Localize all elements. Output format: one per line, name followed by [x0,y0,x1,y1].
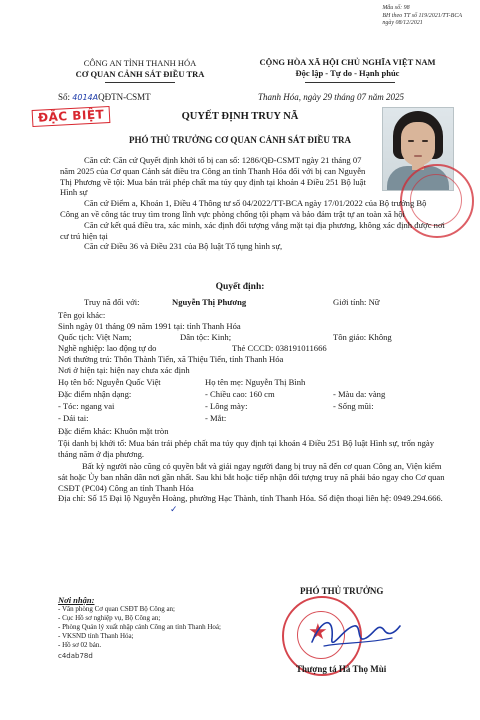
document-number: Số: 4014AQĐTN-CSMT [58,92,151,102]
wanted-label: Truy nã đối với: [84,297,140,307]
height: - Chiều cao: 160 cm [205,389,275,399]
document-subtitle: PHÓ THỦ TRƯỞNG CƠ QUAN CẢNH SÁT ĐIỀU TRA [128,135,352,145]
document-title: QUYẾT ĐỊNH TRUY NÃ [181,111,299,122]
motto: Độc lập - Tự do - Hạnh phúc [295,68,400,78]
basis-paragraph: Căn cứ Điều 36 và Điều 231 của Bộ luật Tố tụng hình sự, [84,241,283,252]
nation-name: CỘNG HÒA XÃ HỘI CHỦ NGHĨA VIỆT NAM [259,57,436,67]
wanted-name: Nguyễn Thị Phương [172,297,247,307]
contact-paragraph: Địa chỉ: Số 15 Đại lộ Nguyễn Hoàng, phường Hạc Thành, tỉnh Thanh Hóa. Số điện thoại liên hệ: 0949.294.666. [58,493,443,504]
recipients-heading: Nơi nhận: [58,595,95,605]
basis-paragraph: Căn cứ: Căn cứ Quyết định khởi tố bị can số: 1286/QĐ-CSMT ngày 21 tháng 07 năm 2025 của Cơ quan Cảnh sát điều tra Công an tỉnh Thanh Hóa đối với bị can Nguyễn Thị Phương về tội: Mua bán trái phép chất ma túy quy định tại khoản 4 Điều 251 Bộ luật Hình sự [60,155,366,198]
ethnicity: Dân tộc: Kinh; [180,332,232,342]
hair: - Tóc: ngang vai [58,401,115,411]
recipient-item: - Cục Hồ sơ nghiệp vụ, Bộ Công an; [58,614,161,622]
id-card: Thẻ CCCD: 038191011666 [232,343,327,353]
other-features: Đặc điểm khác: Khuôn mặt tròn [58,426,169,436]
special-stamp: ĐẶC BIỆT [32,106,111,127]
nationality: Quốc tịch: Việt Nam; [58,332,132,342]
form-ref-line: ngày 08/12/2021 [382,20,423,26]
nose: - Sống mũi: [333,401,374,411]
org-line-1: CÔNG AN TỈNH THANH HÓA [83,58,197,68]
features-label: Đặc điểm nhận dạng: [58,389,132,399]
father-name: Họ tên bố: Nguyễn Quốc Việt [58,377,161,387]
mother-name: Họ tên mẹ: Nguyễn Thị Bình [205,377,306,387]
skin-color: - Màu da: vàng [333,389,386,399]
issuing-organization [44,58,236,80]
gender: Giới tính: Nữ [333,297,380,307]
occupation: Nghề nghiệp: lao động tự do [58,343,157,353]
basis-paragraph: Căn cứ Điểm a, Khoản 1, Điều 4 Thông tư số 04/2022/TT-BCA ngày 17/01/2022 của Bộ trưởng Bộ Công an về công tác truy tìm trong lĩnh vực phòng chống tội phạm và bảo đảm trật tự an toàn xã hội [60,198,427,219]
religion: Tôn giáo: Không [333,332,392,342]
recipient-item: - Phòng Quản lý xuất nhập cảnh Công an tỉnh Thanh Hoá; [58,623,221,631]
org-underline [105,82,175,83]
recipient-item: - Hồ sơ 02 bản. [58,641,102,649]
permanent-address: Nơi thường trú: Thôn Thành Tiến, xã Thiệu Tiến, tỉnh Thanh Hóa [58,354,284,364]
motto-underline [305,82,395,83]
signer-name: Thượng tá Hà Thọ Mùi [296,664,387,674]
appeal [58,461,450,504]
charge: Tội danh bị khởi tố: Mua bán trái phép chất ma túy quy định tại khoản 4 Điều 251 Bộ luật Hình sự, trốn ngày tháng năm ở địa phương. [58,438,435,459]
form-ref-line: Mẫu số: 98 [382,5,410,11]
recipient-item: - Văn phòng Cơ quan CSĐT Bộ Công an; [58,605,176,613]
eyes: - Mắt: [205,413,227,423]
current-address: Nơi ở hiện tại: hiện nay chưa xác định [58,365,190,375]
other-name: Tên gọi khác: [58,310,106,320]
recipients [58,596,221,650]
recipient-item: - VKSND tỉnh Thanh Hóa; [58,632,134,640]
handwritten-number: 4014A [72,93,99,102]
document-code: c4dab78d [58,652,93,660]
ear: - Dái tai: [58,413,89,423]
national-motto [235,57,460,79]
birth-info: Sinh ngày 01 tháng 09 năm 1991 tại: tỉnh Thanh Hóa [58,321,241,331]
legal-basis [60,155,445,252]
official-seal-icon: ★ [282,596,362,676]
appeal-paragraph: Bất kỳ người nào cũng có quyền bắt và giải ngay người đang bị truy nã đến cơ quan Công an, Viện kiểm sát hoặc Ủy ban nhân dân nơi gần nhất. Sau khi bắt hoặc tiếp nhận đối tượng truy nã phải báo ngay cho Cơ quan CSĐT (PC04) Công an tỉnh Thanh Hóa [58,461,445,493]
signer-title: PHÓ THỦ TRƯỞNG [300,586,384,596]
basis-paragraph: Căn cứ kết quả điều tra, xác minh, xác định đối tượng vắng mặt tại địa phương, không xác định được nơi cư trú hiện tại [60,219,445,241]
handwritten-mark-icon: ✓ [170,505,178,515]
issue-date: Thanh Hóa, ngày 29 tháng 07 năm 2025 [258,92,404,102]
org-line-2: CƠ QUAN CẢNH SÁT ĐIỀU TRA [75,69,205,79]
form-reference [382,5,462,28]
eyebrow: - Lông mày: [205,401,248,411]
signature-icon [304,608,404,658]
form-ref-line: BH theo TT số 119/2021/TT-BCA [382,12,462,19]
decision-heading: Quyết định: [215,282,265,292]
